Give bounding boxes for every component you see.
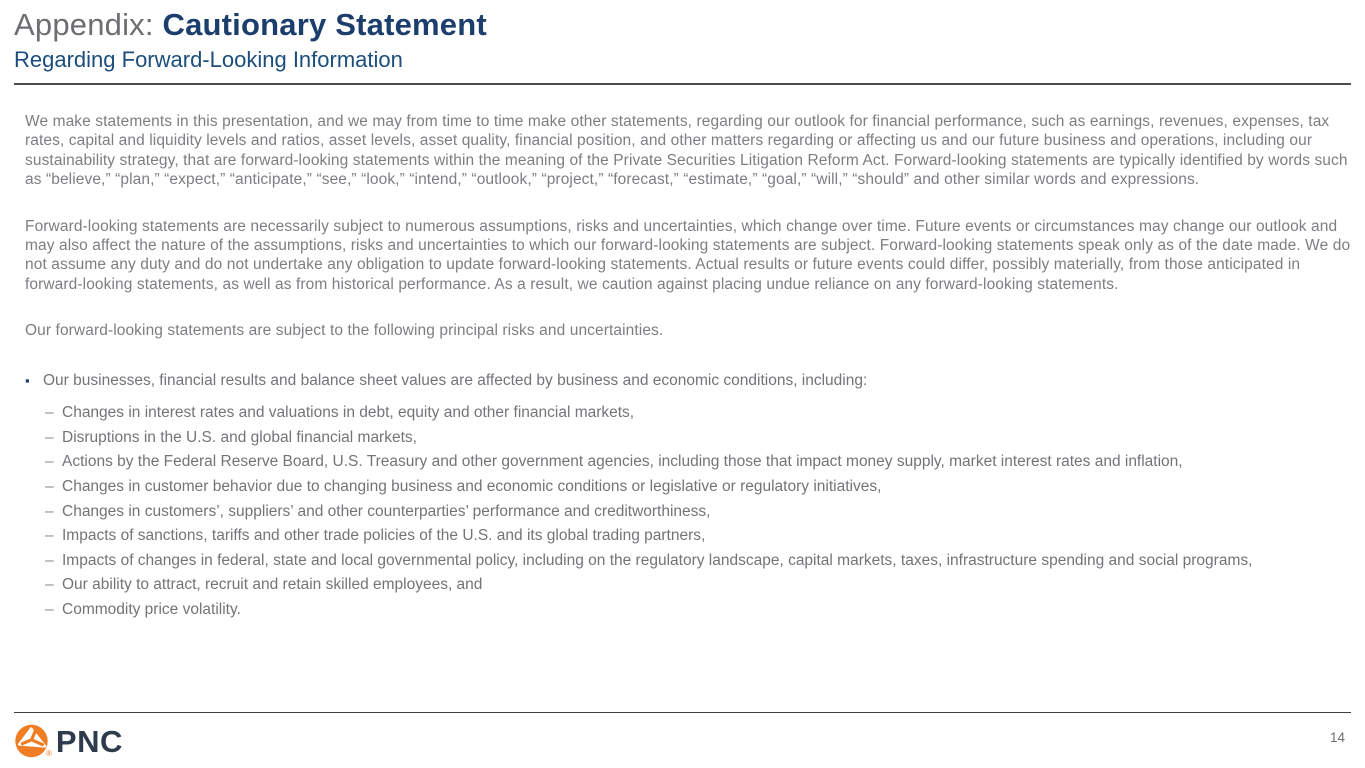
list-item <box>45 426 1351 451</box>
page-subtitle: Regarding Forward-Looking Information <box>14 47 403 72</box>
list-item-text: Actions by the Federal Reserve Board, U.S. Treasury and other government agencies, including those that impact money supply, market interest rates and inflation, <box>62 453 1183 471</box>
list-item <box>45 573 1351 598</box>
dash-marker: – <box>45 477 54 495</box>
list-item-text: Impacts of changes in federal, state and local governmental policy, including on the regulatory landscape, capital markets, taxes, infrastructure spending and social programs, <box>62 551 1253 569</box>
slide-header <box>0 0 1365 74</box>
list-item-text: Impacts of sanctions, tariffs and other trade policies of the U.S. and its global trading partners, <box>62 527 706 545</box>
dash-marker: – <box>45 527 54 545</box>
dash-marker: – <box>45 576 54 594</box>
sub-bullet-list <box>45 401 1351 622</box>
registered-mark: ® <box>46 749 52 758</box>
page-title <box>14 6 1351 44</box>
list-item <box>45 450 1351 475</box>
dash-marker: – <box>45 600 54 618</box>
bullet-text: Our businesses, financial results and balance sheet values are affected by business and economic conditions, including: <box>43 371 868 389</box>
list-item-text: Changes in customers’, suppliers’ and other counterparties’ performance and creditworthiness, <box>62 502 711 520</box>
pnc-logo <box>14 724 123 760</box>
list-item <box>45 401 1351 426</box>
list-item-text: Changes in interest rates and valuations in debt, equity and other financial markets, <box>62 404 635 422</box>
pnc-logo-mark-icon <box>14 724 50 760</box>
dash-marker: – <box>45 551 54 569</box>
dash-marker: – <box>45 428 54 446</box>
page-number: 14 <box>1329 730 1345 745</box>
pnc-logo-text: PNC <box>55 724 123 759</box>
list-item-text: Commodity price volatility. <box>62 600 241 618</box>
bullet-square-icon: ▪ <box>25 372 30 388</box>
list-item <box>45 475 1351 500</box>
list-item-text: Disruptions in the U.S. and global financial markets, <box>62 428 417 446</box>
paragraph: Forward-looking statements are necessarily subject to numerous assumptions, risks and uncertainties, which change over time. Future events or circumstances may change our outlook and may also affect the nature of the assumptions, risks and uncertainties to which our forward-looking statements are subject. Forward-looking statements speak only as of the date made. We do not assume any duty and do not undertake any obligation to update forward-looking statements. Actual results or future events could differ, possibly materially, from those anticipated in forward-looking statements, as well as from historical performance. As a result, we caution against placing undue reliance on any forward-looking statements. <box>25 217 1351 293</box>
header-divider <box>14 83 1351 85</box>
list-item <box>45 500 1351 525</box>
title-prefix: Appendix: <box>14 7 163 42</box>
paragraph: Our forward-looking statements are subject to the following principal risks and uncertainties. <box>25 322 664 340</box>
list-item <box>45 598 1351 623</box>
bullet-item <box>25 371 1351 391</box>
dash-marker: – <box>45 502 54 520</box>
paragraph: We make statements in this presentation, and we may from time to time make other statements, regarding our outlook for financial performance, such as earnings, revenues, expenses, tax rates, capital and liquidity levels and ratios, asset levels, asset quality, financial position, and other matters regarding or affecting us and our future business and operations, including our sustainability strategy, that are forward-looking statements within the meaning of the Private Securities Litigation Reform Act. Forward-looking statements are typically identified by words such as “believe,” “plan,” “expect,” “anticipate,” “see,” “look,” “intend,” “outlook,” “project,” “forecast,” “estimate,” “goal,” “will,” “should” and other similar words and expressions. <box>25 113 1348 189</box>
footer-divider <box>14 712 1351 713</box>
title-main: Cautionary Statement <box>162 7 487 42</box>
list-item-text: Changes in customer behavior due to changing business and economic conditions or legislative or regulatory initiatives, <box>62 477 882 495</box>
dash-marker: – <box>45 453 54 471</box>
list-item <box>45 524 1351 549</box>
list-item <box>45 549 1351 574</box>
dash-marker: – <box>45 404 54 422</box>
list-item-text: Our ability to attract, recruit and retain skilled employees, and <box>62 576 483 594</box>
slide-body <box>25 112 1351 623</box>
